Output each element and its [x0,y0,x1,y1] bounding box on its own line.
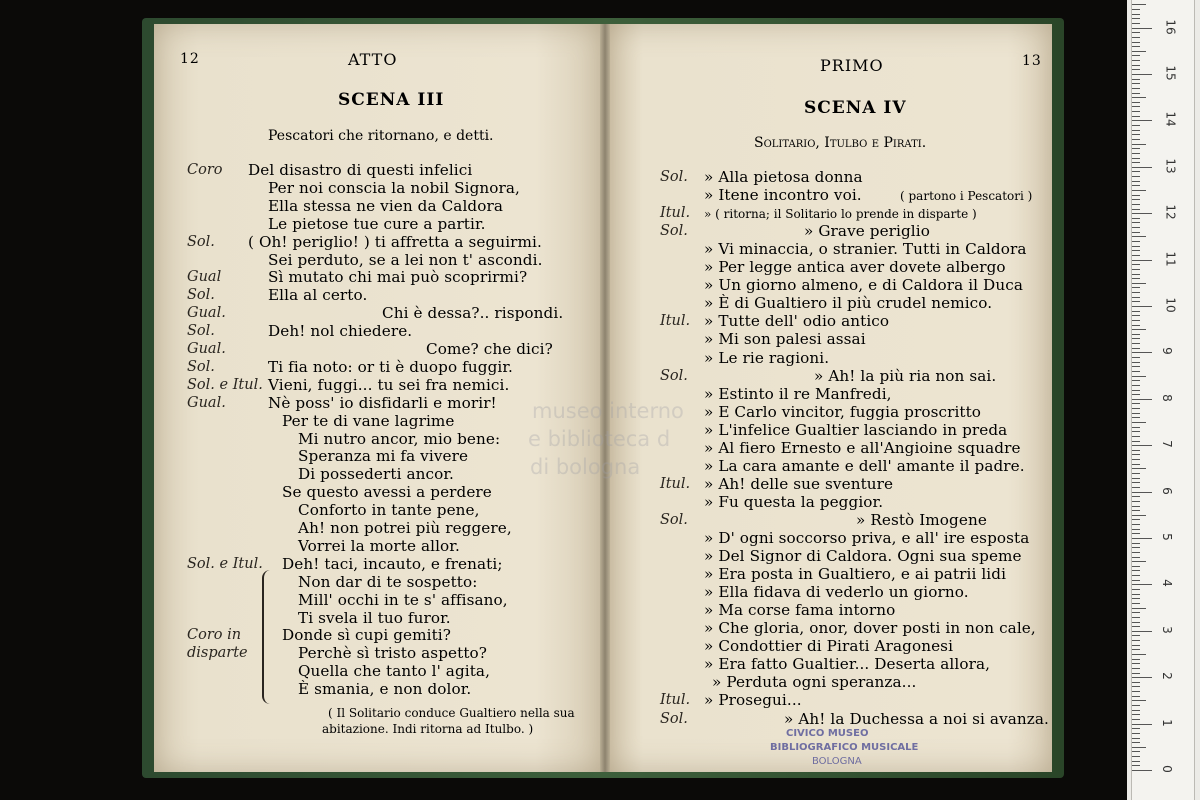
ruler-number: 7 [1159,440,1174,449]
brace-mark [262,570,274,704]
ruler-tick [1132,492,1152,493]
ruler-tick [1132,738,1140,739]
verse-line: » D' ogni soccorso priva, e all' ire esposta [704,529,1030,547]
ruler-tick [1132,93,1140,94]
ruler-number: 9 [1159,347,1174,356]
verse-line: Perchè sì tristo aspetto? [298,644,488,663]
ruler-tick [1132,190,1146,191]
speaker-label: Sol. [660,367,688,384]
verse-line: Sei perduto, se a lei non t' ascondi. [268,250,543,269]
ruler-tick [1132,649,1140,650]
verse-line: » Le rie ragioni. [704,348,830,367]
stamp-line1: CIVICO MUSEO [786,728,869,739]
ruler-tick [1132,575,1140,576]
ruler-tick [1132,496,1140,497]
ruler-tick [1132,362,1140,363]
verse-line: Come? che dici? [426,340,553,358]
ruler-tick [1132,218,1140,219]
verse-line: » Grave periglio [804,222,930,241]
speaker-label: Coro in [187,627,242,644]
ruler-tick [1132,427,1140,428]
verse-line: Ella al certo. [268,286,368,305]
ruler-tick [1132,232,1140,233]
ruler-tick [1132,677,1152,678]
speaker-label: Gual. [187,341,226,357]
ruler-tick [1132,46,1140,47]
ruler-tick [1132,120,1152,121]
ruler-tick [1132,482,1140,483]
ruler-number: 14 [1163,111,1178,128]
speaker-label: Coro [187,162,223,178]
ruler-tick [1132,65,1140,66]
ruler-tick [1132,167,1152,168]
ruler-tick [1132,250,1140,251]
ruler-tick [1132,311,1140,312]
ruler-tick [1132,765,1140,766]
speaker-label: Sol. [660,511,688,528]
ruler-tick [1132,459,1140,460]
ruler-tick [1132,246,1140,247]
verse-line: Vorrei la morte allor. [298,536,460,555]
stage-note-right: ( partono i Pescatori ) [900,189,1033,203]
ruler-number: 1 [1159,718,1174,727]
ruler-tick [1132,454,1140,455]
ruler-tick [1132,287,1140,288]
ruler-tick [1132,617,1140,618]
ruler-tick [1132,635,1140,636]
ruler-tick [1132,385,1140,386]
ruler-tick [1132,325,1140,326]
ruler-tick [1132,376,1146,377]
ruler-tick [1132,213,1152,214]
verse-line: Mill' occhi in te s' affisano, [298,590,508,609]
verse-line: » Vi minaccia, o stranier. Tutti in Caldora [704,240,1027,259]
ruler-tick [1132,79,1140,80]
ruler-number: 11 [1163,250,1178,267]
verse-line: Donde sì cupi gemiti? [282,626,451,645]
ruler-tick [1132,97,1146,98]
running-head-left: ATTO [348,50,398,69]
ruler-tick [1132,584,1152,585]
verse-line: Conforto in tante pene, [298,501,480,520]
ruler-tick [1132,441,1140,442]
verse-line: » Tutte dell' odio antico [704,312,890,331]
ruler-tick [1132,603,1140,604]
ruler-tick [1132,659,1140,660]
verse-line: » Ma corse fama intorno [704,601,896,620]
ruler-tick [1132,88,1140,89]
ruler-tick [1132,524,1140,525]
verse-line: » Condottier di Pirati Aragonesi [704,637,954,656]
ruler-tick [1132,566,1140,567]
stamp-line2: BIBLIOGRAFICO MUSICALE [770,742,919,753]
ruler-number: 16 [1163,18,1178,35]
verse-line: » Estinto il re Manfredi, [704,384,892,403]
verse-line: » Che gloria, onor, dover posti in non cale, [704,619,1036,638]
ruler-tick [1132,751,1140,752]
ruler-tick [1132,631,1152,632]
ruler-tick [1132,236,1146,237]
ruler-tick [1132,357,1140,358]
speaker-label: Itul. [660,692,691,709]
ruler-tick [1132,32,1140,33]
verse-line: » Ella fidava di vederlo un giorno. [704,583,969,602]
verse-line: Ti fia noto: or ti è duopo fuggir. [268,357,513,376]
verse-line: Ah! non potrei più reggere, [298,519,512,537]
ruler-tick [1132,260,1152,261]
ruler-tick [1132,510,1140,511]
ruler-tick [1132,274,1140,275]
ruler-tick [1132,519,1140,520]
ruler-tick [1132,710,1140,711]
ruler-tick [1132,9,1140,10]
verse-line: Nè poss' io disfidarli e morir! [268,393,497,412]
ruler-tick [1132,413,1140,414]
scene-title-right: SCENA IV [804,98,907,118]
ruler-tick [1132,269,1140,270]
ruler-tick [1132,431,1140,432]
ruler-tick [1132,51,1146,52]
ruler-tick [1132,640,1140,641]
ruler-tick [1132,724,1152,725]
verse-line: Del disastro di questi infelici [248,161,473,179]
speaker-label: Itul. [660,475,691,492]
ruler-tick [1132,705,1140,706]
ruler-tick [1132,399,1152,400]
speaker-label: Sol. [187,358,215,375]
ruler-tick [1132,719,1140,720]
speaker-label: Sol. [187,233,215,250]
ruler-tick [1132,130,1140,131]
ruler-tick [1132,714,1140,715]
ruler-tick [1132,83,1140,84]
ruler-tick [1132,770,1152,771]
page-number-left: 12 [180,51,200,67]
ruler-tick [1132,348,1140,349]
ruler-tick [1132,473,1140,474]
verse-line: » E Carlo vincitor, fuggia proscritto [704,402,982,421]
ruler-tick [1132,742,1140,743]
speaker-label: Sol. [660,169,688,185]
ruler-tick [1132,626,1140,627]
ruler-tick [1132,622,1140,623]
ruler-tick [1132,144,1146,145]
ruler-tick [1132,343,1140,344]
speaker-label: Sol. e Itul. [187,376,263,393]
ruler-tick [1132,371,1140,372]
ruler-tick [1132,264,1140,265]
ruler-tick [1132,278,1140,279]
ruler-tick [1132,663,1140,664]
verse-line: Non dar di te sospetto: [298,572,478,591]
stamp-line3: BOLOGNA [812,756,862,767]
running-head-right: PRIMO [820,56,884,75]
verse-line: » Mi son palesi assai [704,330,866,349]
verse-line: » L'infelice Gualtier lasciando in preda [704,420,1008,439]
ruler-number: 3 [1159,625,1174,634]
speaker-label: Itul. [660,313,691,330]
verse-line: Le pietose tue cure a partir. [268,214,486,233]
ruler-tick [1132,106,1140,107]
ruler-tick [1132,747,1146,748]
verse-line: ( Oh! periglio! ) ti affretta a seguirmi. [248,232,542,251]
ruler-tick [1132,654,1146,655]
verse-line: Per noi conscia la nobil Signora, [268,178,520,197]
ruler-tick [1132,139,1140,140]
ruler-tick [1132,686,1140,687]
ruler-tick [1132,23,1140,24]
verse-line: Speranza mi fa vivere [298,447,469,466]
ruler-number: 0 [1159,765,1174,773]
speaker-label: Sol. [187,323,215,340]
ruler-tick [1132,645,1140,646]
ruler-tick [1132,561,1146,562]
verse-line: » Per legge antica aver dovete albergo [704,258,1006,277]
verse-line: » Itene incontro voi. [704,186,862,205]
verse-line: » Fu questa la peggior. [704,492,884,511]
ruler-tick [1132,329,1146,330]
ruler-tick [1132,543,1140,544]
ruler-tick [1132,691,1140,692]
ruler-number: 8 [1159,393,1174,402]
ruler-tick [1132,390,1140,391]
ruler-tick [1132,292,1140,293]
page-number-right: 13 [1022,53,1042,69]
ruler-tick [1132,102,1140,103]
ruler-tick [1132,301,1140,302]
ruler-tick [1132,501,1140,502]
ruler-tick [1132,134,1140,135]
ruler-tick [1132,557,1140,558]
stage-direction-line2: abitazione. Indi ritorna ad Itulbo. ) [322,722,534,736]
ruler-number: 13 [1163,158,1178,174]
speaker-label: Gual. [187,305,226,322]
ruler-tick [1132,338,1140,339]
ruler-tick [1132,209,1140,210]
verse-line: Sì mutato chi mai può scoprirmi? [268,268,528,287]
ruler-tick [1132,552,1140,553]
ruler-tick [1132,417,1140,418]
ruler-tick [1132,673,1140,674]
ruler-tick [1132,4,1146,5]
ruler-tick [1132,464,1140,465]
ruler-tick [1132,394,1140,395]
verse-line: » Era posta in Gualtiero, e ai patrii lidi [704,565,1007,584]
verse-line: Chi è dessa?.. rispondi. [382,304,564,323]
ruler-tick [1132,445,1152,446]
ruler-tick [1132,185,1140,186]
ruler-tick [1132,756,1140,757]
stage-direction-line1: ( Il Solitario conduce Gualtiero nella sua [328,706,575,720]
verse-line: Di possederti ancor. [298,465,454,484]
ruler-tick [1132,352,1152,353]
ruler-tick [1132,529,1140,530]
verse-line: » Alla pietosa donna [704,168,863,186]
verse-line: » ( ritorna; il Solitario lo prende in disparte ) [704,207,977,222]
ruler-tick [1132,408,1140,409]
ruler-tick [1132,700,1146,701]
speaker-label: Itul. [660,205,691,222]
ruler-number: 10 [1163,297,1178,313]
ruler-tick [1132,538,1152,539]
ruler-tick [1132,422,1146,423]
ruler-tick [1132,297,1140,298]
ruler-tick [1132,320,1140,321]
verse-line: » Restò Imogene [856,510,987,529]
verse-line: Per te di vane lagrime [282,411,455,430]
verse-line: » È di Gualtiero il più crudel nemico. [704,294,993,313]
ruler-tick [1132,468,1146,469]
ruler-tick [1132,533,1140,534]
verse-line: » Un giorno almeno, e di Caldora il Duca [704,276,1023,295]
ruler-tick [1132,195,1140,196]
verse-line: » Era fatto Gualtier... Deserta allora, [704,655,991,674]
ruler-tick [1132,478,1140,479]
ruler-tick [1132,204,1140,205]
ruler-tick [1132,380,1140,381]
ruler-tick [1132,315,1140,316]
watermark-line1: museo interno [532,399,684,423]
ruler-tick [1132,116,1140,117]
ruler-tick [1132,487,1140,488]
ruler-tick [1132,55,1140,56]
ruler-tick [1132,148,1140,149]
cast-left: Pescatori che ritornano, e detti. [268,128,494,144]
ruler-tick [1132,42,1140,43]
speaker-label: Sol. [660,710,688,727]
ruler-tick [1132,733,1140,734]
ruler-tick [1132,728,1140,729]
ruler-tick [1132,60,1140,61]
verse-line: Mi nutro ancor, mio bene: [298,429,501,448]
ruler-tick [1132,227,1140,228]
ruler-tick [1132,222,1140,223]
verse-line: » Ah! la Duchessa a noi si avanza. [784,709,1049,728]
ruler-tick [1132,570,1140,571]
verse-line: Quella che tanto l' agita, [298,662,491,681]
measuring-ruler [1127,0,1200,800]
ruler-number: 2 [1159,672,1174,681]
ruler-tick [1132,761,1140,762]
ruler-tick [1132,515,1146,516]
ruler-number: 6 [1159,486,1174,495]
ruler-tick [1132,158,1140,159]
ruler-tick [1132,334,1140,335]
ruler-tick [1132,181,1140,182]
ruler-tick [1132,199,1140,200]
verse-line: Vieni, fuggi... tu sei fra nemici. [268,375,510,394]
verse-line: » La cara amante e dell' amante il padre. [704,456,1025,475]
verse-line: » Ah! la più ria non sai. [814,366,997,385]
verse-line: È smania, e non dolor. [298,680,472,699]
ruler-tick [1132,28,1152,29]
verse-line: » Prosegui... [704,691,802,710]
cast-right: Solitario, Itulbo e Pirati. [754,135,927,151]
ruler-tick [1132,547,1140,548]
watermark-line3: di bologna [530,455,641,479]
verse-line: » Ah! delle sue sventure [704,474,894,493]
ruler-tick [1132,506,1140,507]
verse-line: Deh! nol chiedere. [268,322,413,341]
ruler-tick [1132,403,1140,404]
ruler-tick [1132,306,1152,307]
ruler-tick [1132,283,1146,284]
book-gutter [600,24,610,772]
ruler-tick [1132,37,1140,38]
scene-title-left: SCENA III [338,90,445,110]
ruler-tick [1132,682,1140,683]
ruler-tick [1132,153,1140,154]
ruler-tick [1132,241,1140,242]
ruler-tick [1132,14,1140,15]
ruler-tick [1132,74,1152,75]
ruler-number: 15 [1163,65,1178,81]
verse-line: » Perduta ogni speranza... [712,673,917,692]
ruler-number: 4 [1159,579,1174,588]
watermark-line2: e biblioteca d [528,427,671,451]
ruler-tick [1132,255,1140,256]
speaker-label: Sol. e Itul. [187,555,263,572]
ruler-tick [1132,18,1140,19]
ruler-tick [1132,69,1140,70]
ruler-tick [1132,608,1146,609]
ruler-number: 5 [1159,533,1174,541]
ruler-tick [1132,171,1140,172]
verse-line: » Al fiero Ernesto e all'Angioine squadre [704,438,1021,457]
ruler-tick [1132,162,1140,163]
verse-line: » Del Signor di Caldora. Ogni sua speme [704,547,1022,566]
ruler-tick [1132,668,1140,669]
verse-line: Deh! taci, incauto, e frenati; [282,554,503,573]
ruler-tick [1132,436,1140,437]
ruler-tick [1132,580,1140,581]
ruler-tick [1132,594,1140,595]
ruler-tick [1132,125,1140,126]
ruler-tick [1132,696,1140,697]
speaker-label: disparte [187,645,248,662]
ruler-tick [1132,612,1140,613]
speaker-label: Sol. [660,223,688,240]
speaker-label: Gual. [187,394,226,411]
verse-line: Ella stessa ne vien da Caldora [268,196,503,215]
ruler-tick [1132,111,1140,112]
ruler-tick [1132,589,1140,590]
ruler-tick [1132,176,1140,177]
ruler-number: 12 [1163,204,1178,220]
speaker-label: Sol. [187,287,215,304]
ruler-tick [1132,366,1140,367]
ruler-tick [1132,598,1140,599]
verse-line: Se questo avessi a perdere [282,483,492,502]
ruler-tick [1132,450,1140,451]
speaker-label: Gual [187,269,222,286]
verse-line: Ti svela il tuo furor. [298,608,451,627]
